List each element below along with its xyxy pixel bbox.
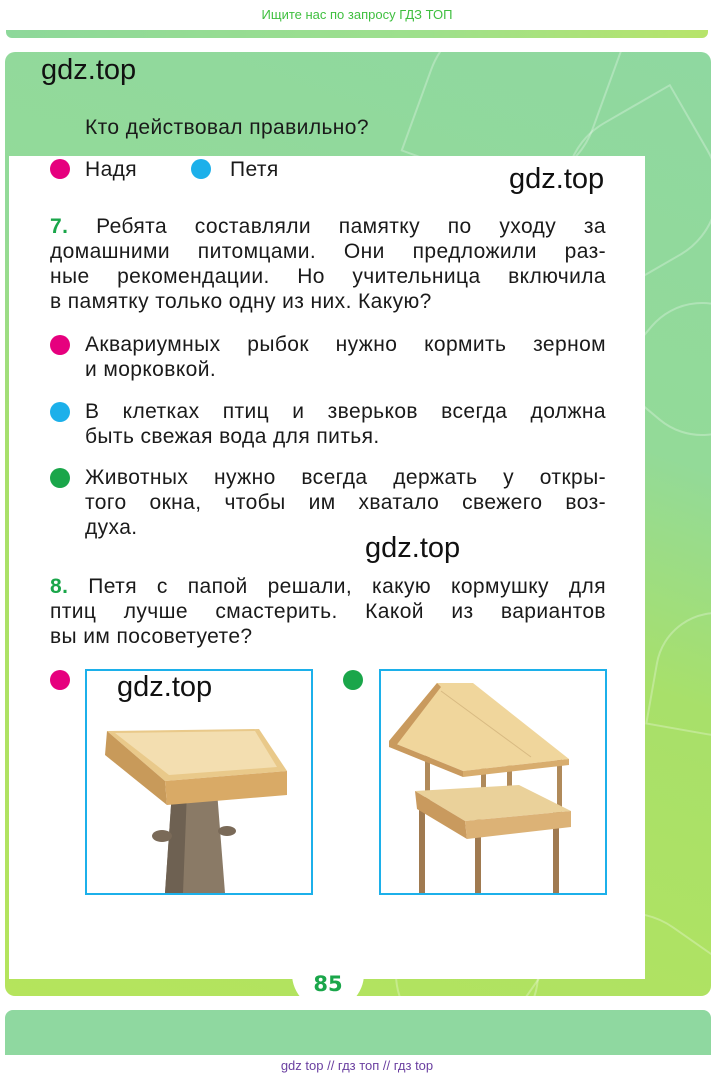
next-page-edge xyxy=(5,1010,711,1058)
task-8-line-text: Петя с папой решали, какую кормушку для xyxy=(88,575,606,598)
option-line: духа. xyxy=(85,516,138,539)
option-label-nadya: Надя xyxy=(85,158,138,181)
option-marker-pink[interactable] xyxy=(50,159,70,179)
task-8-option-marker-pink[interactable] xyxy=(50,670,70,690)
task-7-line-text: в памятку только одну из них. Какую? xyxy=(50,290,432,313)
task-7-line-text: Ребята составляли памятку по уходу за xyxy=(96,215,606,238)
task-7-option-marker-blue[interactable] xyxy=(50,402,70,422)
task-7-option-2 xyxy=(85,399,606,449)
footer-links[interactable]: gdz top // гдз топ // гдз top xyxy=(280,1058,434,1073)
task-7-option-3 xyxy=(85,465,606,540)
task-7-line: ные рекомендации. Но учительница включила xyxy=(50,265,606,288)
page-number-badge xyxy=(292,958,364,996)
task-7-line xyxy=(50,289,606,314)
option-line: и морковкой. xyxy=(85,358,217,381)
question-text: Кто действовал правильно? xyxy=(85,116,369,139)
watermark: gdz.top xyxy=(117,671,213,703)
watermark: gdz.top xyxy=(509,163,605,195)
task-7-number: 7. xyxy=(50,215,69,238)
option-line: быть свежая вода для питья. xyxy=(85,425,380,448)
textbook-page xyxy=(5,52,711,996)
page-number: 85 xyxy=(313,972,343,996)
tray-feeder-illustration xyxy=(87,671,311,893)
watermark: gdz.top xyxy=(41,54,137,86)
footer[interactable] xyxy=(0,1055,714,1082)
roofed-feeder-image[interactable] xyxy=(379,669,607,895)
task-8-line xyxy=(50,574,606,599)
option-label-petya: Петя xyxy=(230,158,279,181)
option-line: того окна, чтобы им хватало свежего воз- xyxy=(85,491,606,514)
task-7-option-1 xyxy=(85,332,606,382)
task-7-line xyxy=(50,214,606,239)
task-7-line: домашними питомцами. Они предложили раз- xyxy=(50,240,606,263)
task-8-line: птиц лучше смастерить. Какой из вариантов xyxy=(50,600,606,623)
task-7-text xyxy=(50,214,606,314)
roofed-feeder-illustration xyxy=(381,671,605,893)
task-8-option-marker-green[interactable] xyxy=(343,670,363,690)
watermark: gdz.top xyxy=(365,532,461,564)
task-8-number: 8. xyxy=(50,575,69,598)
option-line: Животных нужно всегда держать у откры- xyxy=(85,466,606,489)
tray-feeder-image[interactable] xyxy=(85,669,313,895)
task-8-text xyxy=(50,574,606,649)
task-7-option-marker-green[interactable] xyxy=(50,468,70,488)
task-7-option-marker-pink[interactable] xyxy=(50,335,70,355)
option-marker-blue[interactable] xyxy=(191,159,211,179)
top-banner[interactable] xyxy=(0,0,714,34)
banner-text[interactable]: Ищите нас по запросу ГДЗ ТОП xyxy=(261,7,453,22)
option-line: Аквариумных рыбок нужно кормить зерном xyxy=(85,333,606,356)
task-8-line: вы им посоветуете? xyxy=(50,625,253,648)
previous-page-edge xyxy=(6,30,708,38)
option-line: В клетках птиц и зверьков всегда должна xyxy=(85,400,606,423)
leaf-decoration xyxy=(645,602,711,746)
